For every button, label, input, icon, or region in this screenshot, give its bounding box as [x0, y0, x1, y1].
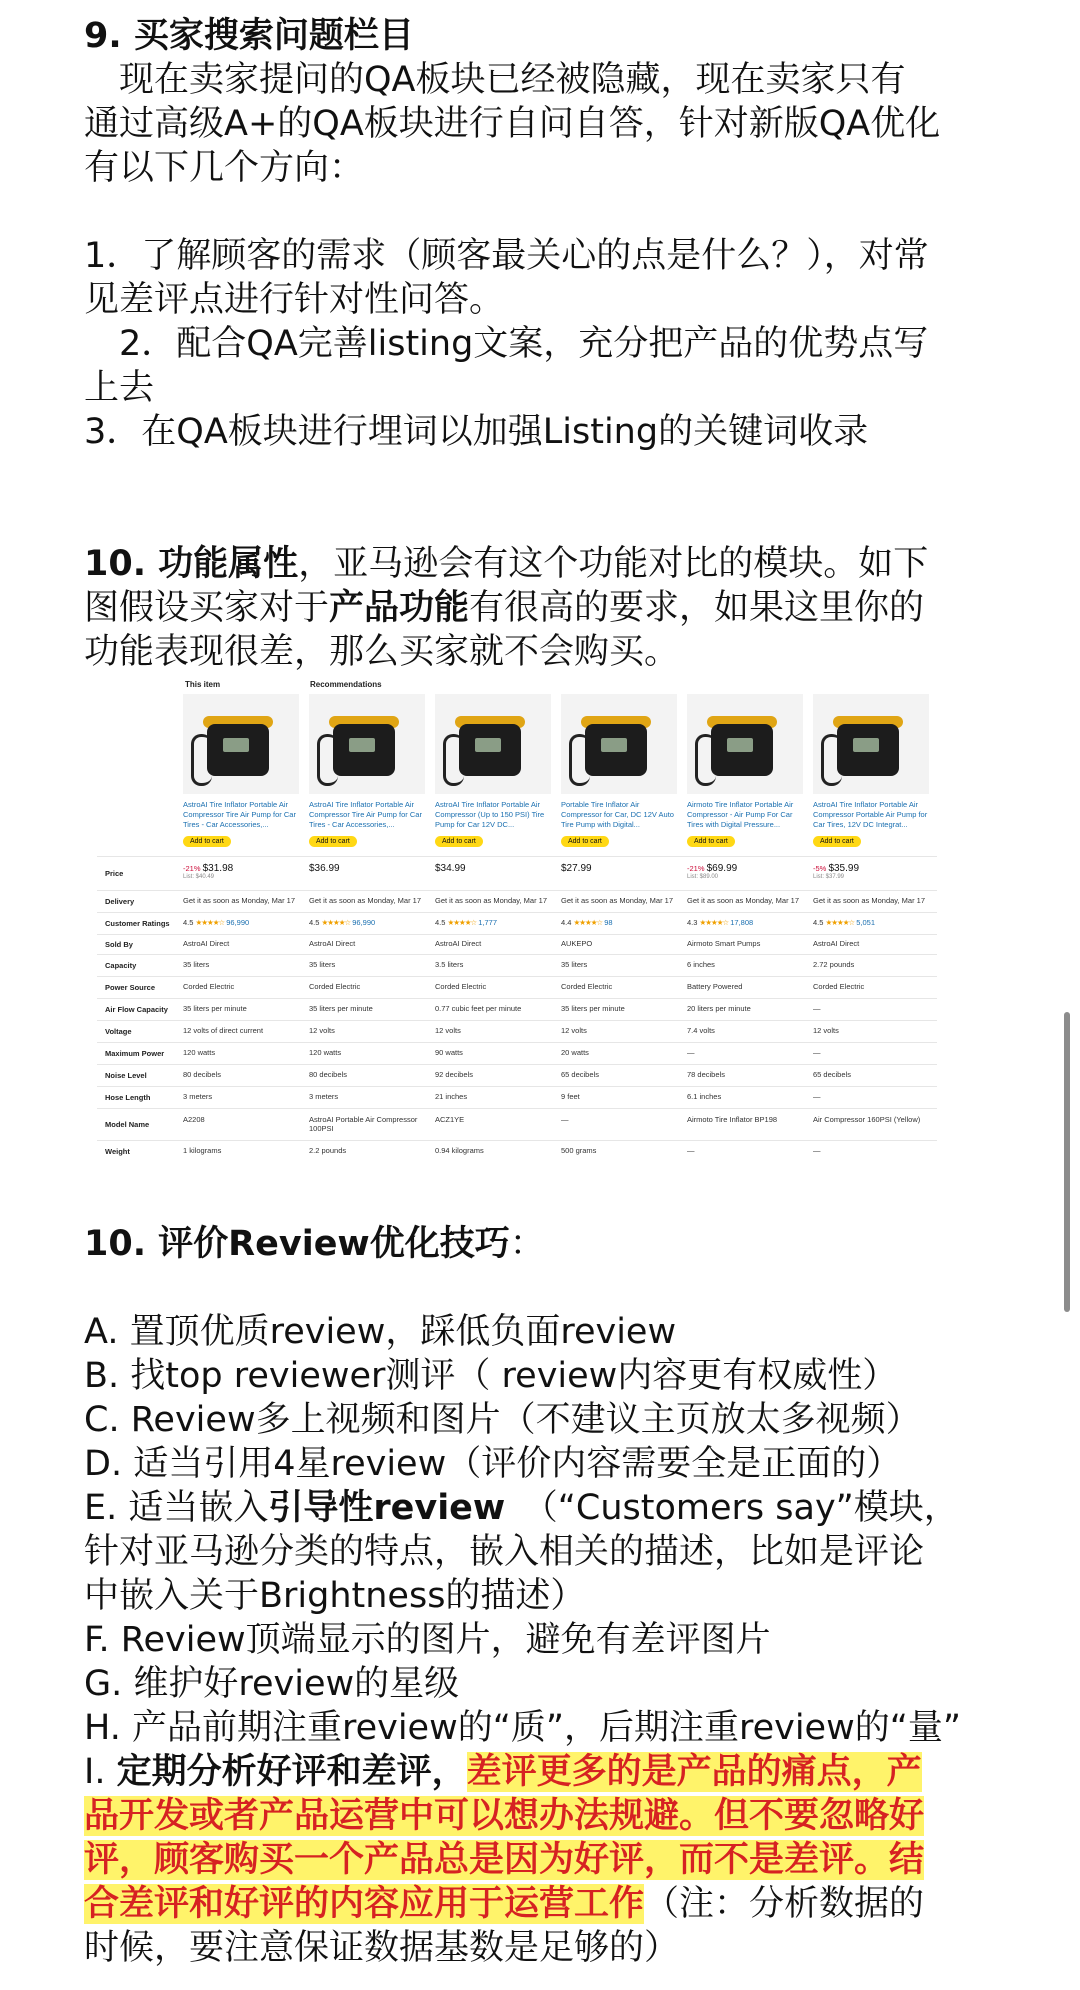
row-label: Maximum Power	[105, 1049, 165, 1058]
delivery-text: Get it as soon as Monday, Mar 17	[687, 896, 799, 905]
review-title-colon: ：	[509, 1224, 545, 1264]
row-label: Customer Ratings	[105, 919, 170, 928]
row-cell: 7.4 volts	[687, 1026, 715, 1035]
delivery-cell	[561, 896, 679, 905]
section-10-text: 有很高的要求，如果这里你的	[469, 588, 925, 628]
rating-cell	[561, 918, 679, 927]
row-cell: 500 grams	[561, 1146, 597, 1155]
section-10-line	[84, 542, 1014, 586]
product-card[interactable]	[435, 694, 551, 848]
row-cell: —	[813, 1048, 821, 1057]
row-cell: 35 liters	[561, 960, 588, 969]
review-text: I.	[84, 1752, 117, 1792]
rating-cell	[309, 918, 427, 927]
rating-cell	[687, 918, 805, 927]
row-cell: 80 decibels	[183, 1070, 221, 1079]
rating-count-link[interactable]: 17,808	[730, 918, 754, 927]
review-emphasis: 定期分析好评和差评，	[116, 1752, 467, 1792]
comparison-row	[97, 1064, 937, 1087]
rating-cell	[183, 918, 301, 927]
row-cell: 1 kilograms	[183, 1146, 222, 1155]
section-9-point: 上去	[84, 368, 155, 408]
delivery-text: Get it as soon as Monday, Mar 17	[813, 896, 925, 905]
price: $69.99	[706, 863, 738, 874]
row-cell: Corded Electric	[183, 982, 235, 991]
row-cell: 65 decibels	[813, 1070, 851, 1079]
row-label: Sold By	[105, 940, 133, 949]
rating-count-link[interactable]: 96,990	[226, 918, 250, 927]
row-cell: 6 inches	[687, 960, 715, 969]
row-cell: AstroAI Direct	[435, 939, 482, 948]
row-cell: 120 watts	[309, 1048, 342, 1057]
row-cell: —	[813, 1004, 821, 1013]
review-item-i-cont	[84, 1838, 1014, 1882]
add-to-cart-button[interactable]: Add to cart	[183, 836, 231, 847]
rating-score: 4.5	[813, 918, 824, 927]
row-cell: 35 liters	[183, 960, 210, 969]
row-cell: AstroAI Portable Air Compressor 100PSI	[309, 1115, 418, 1133]
list-price: List: $37.99	[813, 874, 845, 880]
rating-count-link[interactable]: 96,990	[352, 918, 376, 927]
comparison-row	[97, 954, 937, 977]
review-item-e	[84, 1486, 1014, 1530]
add-to-cart-button[interactable]: Add to cart	[561, 836, 609, 847]
review-item: D. 适当引用4星review（评价内容需要全是正面的）	[84, 1444, 902, 1484]
rating-count-link[interactable]: 98	[604, 918, 613, 927]
product-title-link[interactable]: AstroAI Tire Inflator Portable Air Compressor Tire Air Pump for Car Tires - Car Accessories,...	[309, 800, 422, 829]
delivery-cell	[309, 896, 427, 905]
scrollbar-thumb[interactable]	[1064, 1012, 1070, 1312]
review-item-i-cont	[84, 1882, 1014, 1926]
row-cell: 2.2 pounds	[309, 1146, 347, 1155]
comparison-row	[97, 976, 937, 999]
rating-cell	[813, 918, 931, 927]
rating-score: 4.3	[687, 918, 698, 927]
section-10-line: 功能表现很差，那么买家就不会购买。	[84, 632, 680, 672]
section-9-point: 2．配合QA完善listing文案，充分把产品的优势点写	[84, 324, 929, 364]
product-title-link[interactable]: AstroAI Tire Inflator Portable Air Compressor (Up to 150 PSI) Tire Pump for Car 12V DC...	[435, 800, 545, 829]
comparison-row	[97, 912, 937, 935]
row-cell: 92 decibels	[435, 1070, 473, 1079]
price: $34.99	[435, 863, 466, 874]
section-9-line: 现在卖家提问的QA板块已经被隐藏，现在卖家只有	[84, 60, 906, 100]
highlighted-text: 差评更多的是产品的痛点，产	[466, 1752, 922, 1792]
add-to-cart-button[interactable]: Add to cart	[687, 836, 735, 847]
row-cell: Corded Electric	[435, 982, 487, 991]
product-image[interactable]	[813, 694, 929, 794]
price-cell	[813, 863, 931, 880]
price: $31.98	[202, 863, 234, 874]
rating-cell	[435, 918, 553, 927]
row-cell: 0.77 cubic feet per minute	[435, 1004, 522, 1013]
product-title-link[interactable]: AstroAI Tire Inflator Portable Air Compressor Portable Air Pump for Car Tires, 12V DC Integrat...	[813, 800, 928, 829]
row-label: Air Flow Capacity	[105, 1005, 168, 1014]
list-price: List: $89.00	[687, 874, 719, 880]
row-cell: ACZ1YE	[435, 1115, 465, 1124]
review-item: G. 维护好review的星级	[84, 1664, 460, 1704]
row-cell: 35 liters	[309, 960, 336, 969]
comparison-row	[97, 1020, 937, 1043]
delivery-text: Get it as soon as Monday, Mar 17	[561, 896, 673, 905]
review-item: A. 置顶优质review，踩低负面review	[84, 1312, 677, 1352]
add-to-cart-button[interactable]: Add to cart	[309, 836, 357, 847]
review-item: F. Review顶端显示的图片，避免有差评图片	[84, 1620, 771, 1660]
add-to-cart-button[interactable]: Add to cart	[435, 836, 483, 847]
product-card[interactable]	[687, 694, 803, 848]
list-price: List: $40.49	[183, 874, 215, 880]
row-cell: AUKEPO	[561, 939, 593, 948]
row-cell: A2208	[183, 1115, 205, 1124]
delivery-cell	[183, 896, 301, 905]
row-cell: 3 meters	[183, 1092, 213, 1101]
row-label: Noise Level	[105, 1071, 147, 1080]
recommendations-header: Recommendations	[310, 680, 382, 689]
row-cell: 90 watts	[435, 1048, 463, 1057]
price: $36.99	[309, 863, 340, 874]
row-cell: —	[687, 1048, 695, 1057]
row-cell: Corded Electric	[309, 982, 361, 991]
product-card[interactable]	[309, 694, 425, 848]
row-cell: AstroAI Direct	[309, 939, 356, 948]
review-item-i-cont	[84, 1794, 1014, 1838]
review-item-e-cont: 中嵌入关于Brightness的描述）	[84, 1576, 586, 1616]
star-rating-icon: ★★★★☆	[573, 918, 603, 927]
review-item: B. 找top reviewer测评（ review内容更有权威性）	[84, 1356, 898, 1396]
row-cell: 3 meters	[309, 1092, 339, 1101]
section-9-line: 有以下几个方向：	[84, 148, 365, 188]
row-cell: AstroAI Direct	[183, 939, 230, 948]
row-label: Weight	[105, 1147, 130, 1156]
highlighted-text: 合差评和好评的内容应用于运营工作	[84, 1884, 645, 1924]
discount-badge: -21%	[183, 864, 201, 873]
section-9-line: 通过高级A+的QA板块进行自问自答，针对新版QA优化	[84, 104, 941, 144]
row-cell: 12 volts	[309, 1026, 335, 1035]
row-cell: 3.5 liters	[435, 960, 464, 969]
section-10-text: 图假设买家对于	[84, 588, 330, 628]
comparison-row	[97, 998, 937, 1021]
section-9-title: 9. 买家搜索问题栏目	[84, 16, 414, 56]
review-item-e-cont: 针对亚马逊分类的特点，嵌入相关的描述，比如是评论	[84, 1532, 925, 1572]
product-image[interactable]	[561, 694, 677, 794]
row-label: Voltage	[105, 1027, 132, 1036]
row-cell: 35 liters per minute	[183, 1004, 247, 1013]
row-cell: Air Compressor 160PSI (Yellow)	[813, 1115, 921, 1124]
product-card[interactable]	[561, 694, 677, 848]
price-cell	[687, 863, 805, 880]
price-cell	[309, 863, 427, 874]
delivery-cell	[687, 896, 805, 905]
section-9-point: 见差评点进行针对性问答。	[84, 280, 505, 320]
comparison-module	[97, 680, 937, 1164]
row-label: Capacity	[105, 961, 137, 970]
row-cell: 9 feet	[561, 1092, 580, 1101]
review-text: E. 适当嵌入	[84, 1488, 269, 1528]
price-cell	[435, 863, 553, 874]
discount-badge: -5%	[813, 864, 827, 873]
review-item: C. Review多上视频和图片（不建议主页放太多视频）	[84, 1400, 921, 1440]
section-9-point: 1．了解顾客的需求（顾客最关心的点是什么？），对常	[84, 236, 929, 276]
star-rating-icon: ★★★★☆	[699, 918, 729, 927]
row-cell: 21 inches	[435, 1092, 468, 1101]
comparison-row	[97, 1140, 937, 1163]
rating-count-link[interactable]: 1,777	[478, 918, 498, 927]
row-cell: Airmoto Smart Pumps	[687, 939, 761, 948]
row-cell: Battery Powered	[687, 982, 743, 991]
row-cell: Airmoto Tire Inflator BP198	[687, 1115, 778, 1124]
row-label: Price	[105, 869, 124, 878]
rating-score: 4.5	[183, 918, 194, 927]
review-title-line	[84, 1222, 1014, 1266]
delivery-text: Get it as soon as Monday, Mar 17	[183, 896, 295, 905]
price: $35.99	[828, 863, 860, 874]
rating-score: 4.4	[561, 918, 572, 927]
section-10-review	[84, 1222, 1014, 1970]
review-item: H. 产品前期注重review的“质”，后期注重review的“量”	[84, 1708, 961, 1748]
row-label: Power Source	[105, 983, 156, 992]
rating-score: 4.5	[435, 918, 446, 927]
product-card[interactable]	[813, 694, 929, 848]
star-rating-icon: ★★★★☆	[321, 918, 351, 927]
row-cell: 12 volts	[561, 1026, 587, 1035]
star-rating-icon: ★★★★☆	[447, 918, 477, 927]
review-item-i-cont: 时候，要注意保证数据基数是足够的）	[84, 1928, 680, 1968]
row-cell: Corded Electric	[561, 982, 613, 991]
add-to-cart-button[interactable]: Add to cart	[813, 836, 861, 847]
section-10-title: 10. 功能属性	[84, 544, 299, 584]
row-cell: 78 decibels	[687, 1070, 725, 1079]
row-cell: —	[561, 1115, 569, 1124]
review-text: （“Customers say”模块，	[505, 1488, 959, 1528]
row-label: Hose Length	[105, 1093, 151, 1102]
row-cell: 12 volts	[435, 1026, 461, 1035]
product-title-link[interactable]: AstroAI Tire Inflator Portable Air Compressor Tire Air Pump for Car Tires - Car Accessories,...	[183, 800, 296, 829]
section-10-function	[84, 542, 1014, 674]
product-title-link[interactable]: Airmoto Tire Inflator Portable Air Compressor - Air Pump For Car Tires with Digital Pressure...	[687, 800, 794, 829]
section-10-line	[84, 586, 1014, 630]
price-cell	[561, 863, 679, 874]
comparison-row	[97, 1042, 937, 1065]
comparison-row	[97, 1086, 937, 1109]
row-cell: 20 liters per minute	[687, 1004, 751, 1013]
review-emphasis: 引导性review	[268, 1488, 506, 1528]
section-10-emphasis: 产品功能	[329, 588, 470, 628]
row-cell: 20 watts	[561, 1048, 589, 1057]
row-cell: AstroAI Direct	[813, 939, 860, 948]
rating-score: 4.5	[309, 918, 320, 927]
review-title: 10. 评价Review优化技巧	[84, 1224, 510, 1264]
this-item-header: This item	[185, 680, 221, 689]
delivery-text: Get it as soon as Monday, Mar 17	[435, 896, 547, 905]
product-title-link[interactable]: Portable Tire Inflator Air Compressor for Car, DC 12V Auto Tire Pump with Digital...	[561, 800, 674, 829]
comparison-row	[97, 1108, 937, 1141]
row-cell: 35 liters per minute	[561, 1004, 625, 1013]
row-cell: 120 watts	[183, 1048, 216, 1057]
section-10-text: ，亚马逊会有这个功能对比的模块。如下	[298, 544, 929, 584]
row-cell: —	[813, 1146, 821, 1155]
comparison-row	[97, 890, 937, 913]
row-label: Model Name	[105, 1120, 150, 1129]
highlighted-text: 品开发或者产品运营中可以想办法规避。但不要忽略好	[84, 1796, 925, 1836]
row-cell: 65 decibels	[561, 1070, 599, 1079]
row-cell: 35 liters per minute	[309, 1004, 373, 1013]
product-image[interactable]	[183, 694, 299, 794]
comparison-row	[97, 934, 937, 955]
row-cell: —	[813, 1092, 821, 1101]
star-rating-icon: ★★★★☆	[195, 918, 225, 927]
product-image[interactable]	[309, 694, 425, 794]
delivery-cell	[435, 896, 553, 905]
row-cell: Corded Electric	[813, 982, 865, 991]
row-cell: 2.72 pounds	[813, 960, 855, 969]
delivery-text: Get it as soon as Monday, Mar 17	[309, 896, 421, 905]
star-rating-icon: ★★★★☆	[825, 918, 855, 927]
section-9-point: 3．在QA板块进行埋词以加强Listing的关键词收录	[84, 412, 869, 452]
row-cell: 12 volts of direct current	[183, 1026, 264, 1035]
price: $27.99	[561, 863, 592, 874]
row-cell: 12 volts	[813, 1026, 839, 1035]
price-cell	[183, 863, 301, 880]
comparison-row	[97, 856, 937, 891]
delivery-cell	[813, 896, 931, 905]
review-text: （注：分析数据的	[644, 1884, 925, 1924]
product-image[interactable]	[435, 694, 551, 794]
row-cell: 6.1 inches	[687, 1092, 722, 1101]
section-9	[84, 14, 1014, 454]
product-card[interactable]	[183, 694, 299, 848]
highlighted-text: 评，顾客购买一个产品总是因为好评，而不是差评。结	[84, 1840, 925, 1880]
review-item-i	[84, 1750, 1014, 1794]
row-cell: —	[687, 1146, 695, 1155]
discount-badge: -21%	[687, 864, 705, 873]
row-cell: 80 decibels	[309, 1070, 347, 1079]
row-cell: 0.94 kilograms	[435, 1146, 484, 1155]
rating-count-link[interactable]: 5,051	[856, 918, 876, 927]
product-image[interactable]	[687, 694, 803, 794]
row-label: Delivery	[105, 897, 135, 906]
